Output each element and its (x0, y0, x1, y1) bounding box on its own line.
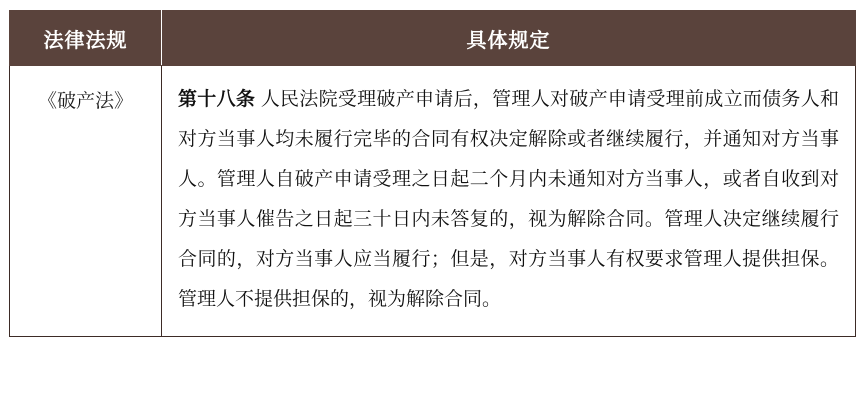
article-body: 人民法院受理破产申请后，管理人对破产申请受理前成立而债务人和对方当事人均未履行完毕的合同有权决定解除或者继续履行，并通知对方当事人。管理人自破产申请受理之日起二个月内未通知对方当事人，或者自收到对方当事人催告之日起三十日内未答复的，视为解除合同。管理人决定继续履行合同的，对方当事人应当履行；但是，对方当事人有权要求管理人提供担保。管理人不提供担保的，视为解除合同。 (178, 89, 839, 310)
cell-law-name: 《破产法》 (10, 66, 162, 337)
article-number: 第十八条 (178, 89, 256, 110)
column-header-provision: 具体规定 (162, 11, 856, 66)
table-header (10, 11, 856, 66)
column-header-law: 法律法规 (10, 11, 162, 66)
table-header-row (10, 11, 856, 66)
law-provisions-table (9, 10, 856, 337)
table-row (10, 66, 856, 337)
cell-provision-text (162, 66, 856, 337)
document-page (0, 10, 864, 410)
table-body (10, 66, 856, 337)
